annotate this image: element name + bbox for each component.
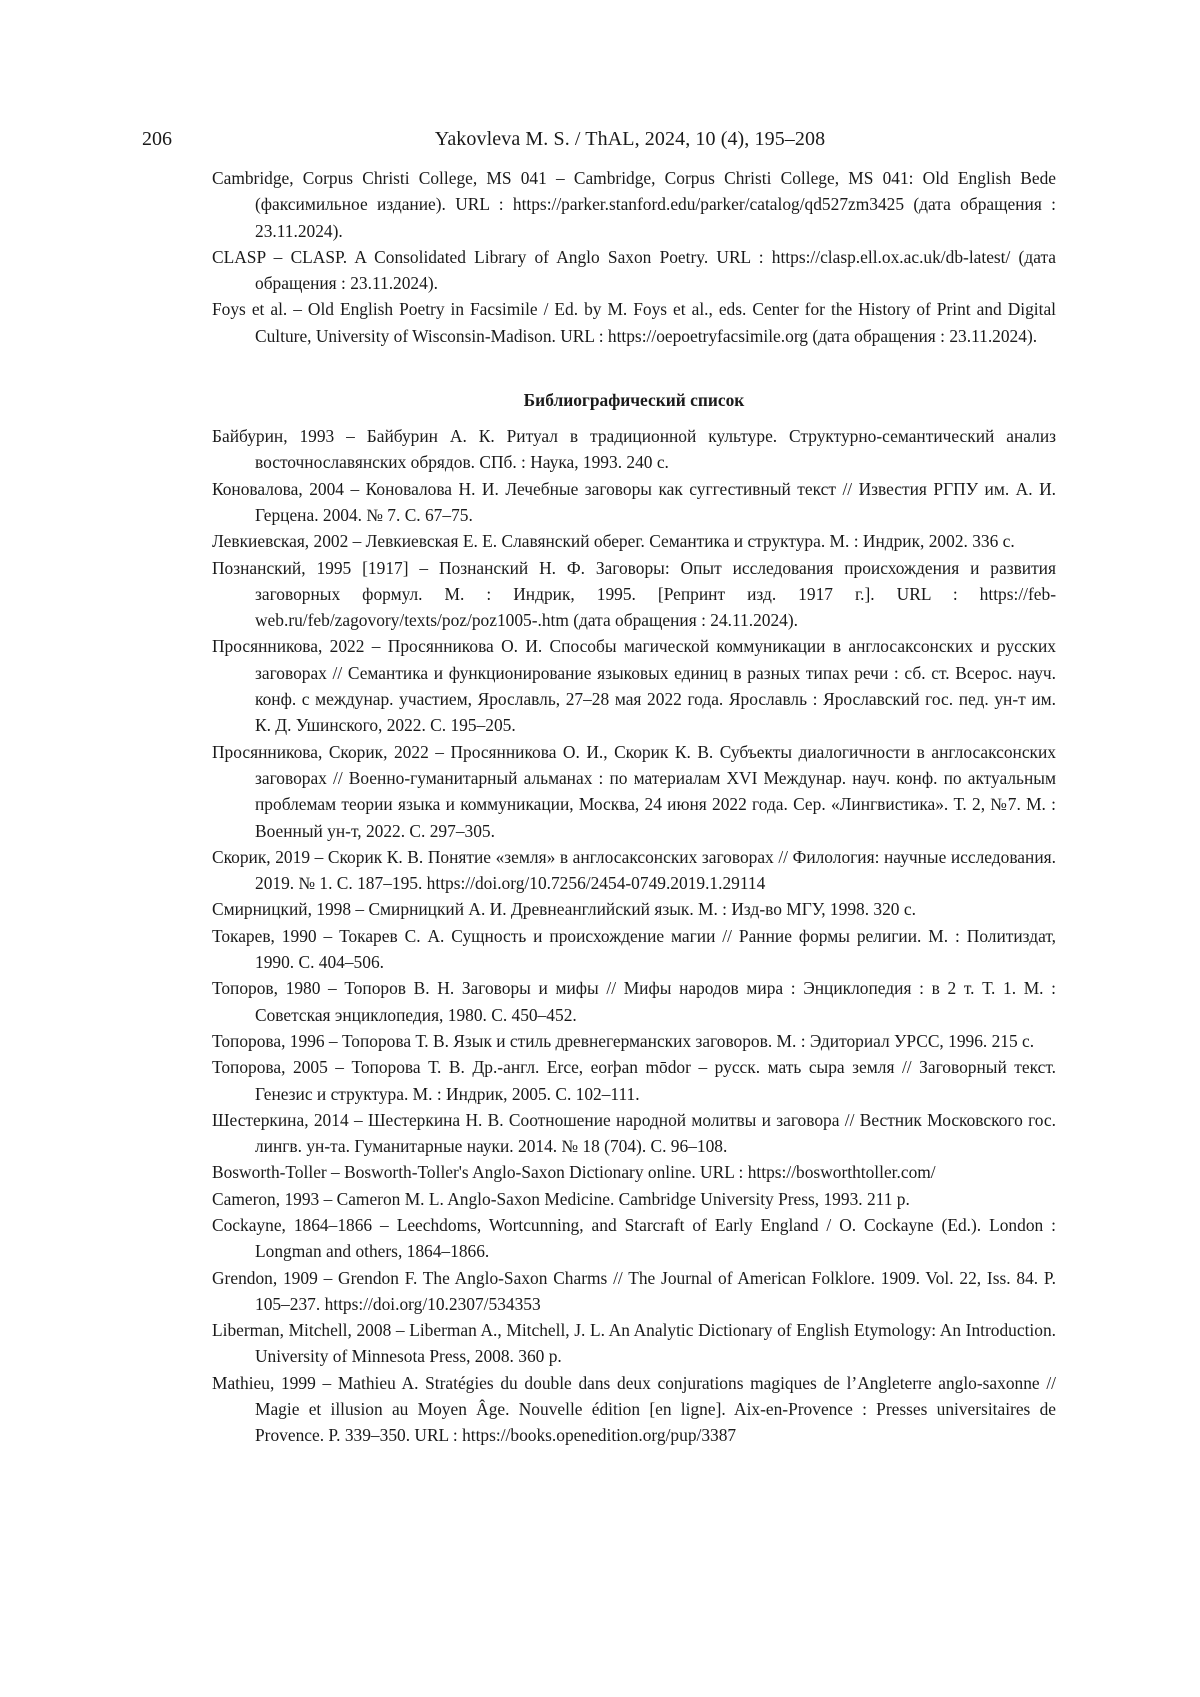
bibliography-list (212, 423, 1056, 1449)
bibliography-entry: Топоров, 1980 – Топоров В. Н. Заговоры и мифы // Мифы народов мира : Энциклопедия : в 2 т. Т. 1. М. : Советская энциклопедия, 1980. С. 450–452. (212, 978, 1056, 1025)
bibliography-entry: Mathieu, 1999 – Mathieu A. Stratégies du double dans deux conjurations magiques de l’Angleterre anglo-saxonne // Magie et illusion au Moyen Âge. Nouvelle édition [en ligne]. Aix-en-Provence : Presses universitaires de Provence. P. 339–350. URL : https://books.openedition.org/pup/3387 (212, 1372, 1056, 1446)
source-entry: CLASP – CLASP. A Consolidated Library of Anglo Saxon Poetry. URL : https://clasp.ell.ox.ac.uk/db-latest/ (дата обращения : 23.11.2024). (212, 246, 1056, 294)
sources-list (212, 165, 1056, 349)
bibliography-entry: Байбурин, 1993 – Байбурин А. К. Ритуал в традиционной культуре. Структурно-семантический анализ восточнославянских обрядов. СПб. : Наука, 1993. 240 с. (212, 426, 1056, 473)
bibliography-entry: Познанский, 1995 [1917] – Познанский Н. Ф. Заговоры: Опыт исследования происхождения и развития заговорных формул. М. : Индрик, 1995. [Репринт изд. 1917 г.]. URL : https://feb-web.ru/feb/zagovory/texts/poz/poz1005-.htm (дата обращения : 24.11.2024). (212, 557, 1056, 631)
bibliography-entry: Топорова, 2005 – Топорова Т. В. Др.-англ. Erce, eorþan mōdor – русск. мать сыра земля // Заговорный текст. Генезис и структура. М. : Индрик, 2005. С. 102–111. (212, 1057, 1056, 1104)
running-head: Yakovleva M. S. / ThAL, 2024, 10 (4), 195–208 (434, 128, 826, 150)
bibliography-entry: Cockayne, 1864–1866 – Leechdoms, Wortcunning, and Starcraft of Early England / O. Cockayne (Ed.). London : Longman and others, 1864–1866. (212, 1214, 1056, 1262)
bibliography-entry: Левкиевская, 2002 – Левкиевская Е. Е. Славянский оберег. Семантика и структура. М. : Индрик, 2002. 336 с. (212, 531, 1015, 552)
bibliography-entry: Скорик, 2019 – Скорик К. В. Понятие «земля» в англосаксонских заговорах // Филология: научные исследования. 2019. № 1. С. 187–195. https://doi.org/10.7256/2454-0749.2019.1.29114 (212, 846, 1056, 894)
bibliography-entry: Шестеркина, 2014 – Шестеркина Н. В. Соотношение народной молитвы и заговора // Вестник Московского гос. лингв. ун-та. Гуманитарные науки. 2014. № 18 (704). С. 96–108. (212, 1109, 1056, 1157)
bibliography-entry: Просянникова, 2022 – Просянникова О. И. Способы магической коммуникации в англосаксонских и русских заговорах // Семантика и функционирование языковых единиц в разных типах речи : сб. ст. Всерос. науч. конф. с междунар. участием, Ярославль, 27–28 мая 2022 года. Ярославль : Ярославский гос. пед. ун-т им. К. Д. Ушинского, 2022. С. 195–205. (212, 636, 1056, 736)
source-entry: Cambridge, Corpus Christi College, MS 041 – Cambridge, Corpus Christi College, MS 041: Old English Bede (факсимильное издание). URL : https://parker.stanford.edu/parker/catalog/qd527zm3425 (дата обращения : 23.11.2024). (212, 168, 1056, 241)
bibliography-entry: Токарев, 1990 – Токарев С. А. Сущность и происхождение магии // Ранние формы религии. М. : Политиздат, 1990. С. 404–506. (212, 925, 1056, 973)
bibliography-entry: Cameron, 1993 – Cameron M. L. Anglo-Saxon Medicine. Cambridge University Press, 1993. 211 p. (212, 1188, 910, 1209)
page-number: 206 (142, 128, 172, 150)
bibliography-entry: Топорова, 1996 – Топорова Т. В. Язык и стиль древнегерманских заговоров. М. : Эдиториал УРСС, 1996. 215 с. (212, 1030, 1035, 1051)
page-content (212, 165, 1056, 1449)
bibliography-entry: Смирницкий, 1998 – Смирницкий А. И. Древнеанглийский язык. М. : Изд-во МГУ, 1998. 320 с. (212, 899, 916, 920)
source-entry: Foys et al. – Old English Poetry in Facsimile / Ed. by M. Foys et al., eds. Center for the History of Print and Digital Culture, University of Wisconsin-Madison. URL : https://oepoetryfacsimile.org (дата обращения : 23.11.2024). (212, 299, 1056, 346)
bibliography-heading: Библиографический список (523, 390, 745, 411)
bibliography-entry: Liberman, Mitchell, 2008 – Liberman A., Mitchell, J. L. An Analytic Dictionary of English Etymology: An Introduction. University of Minnesota Press, 2008. 360 p. (212, 1320, 1056, 1367)
bibliography-entry: Bosworth-Toller – Bosworth-Toller's Anglo-Saxon Dictionary online. URL : https://bosworthtoller.com/ (212, 1162, 936, 1183)
bibliography-entry: Grendon, 1909 – Grendon F. The Anglo-Saxon Charms // The Journal of American Folklore. 1909. Vol. 22, Iss. 84. P. 105–237. https://doi.org/10.2307/534353 (212, 1267, 1056, 1314)
bibliography-entry: Просянникова, Скорик, 2022 – Просянникова О. И., Скорик К. В. Субъекты диалогичности в англосаксонских заговорах // Военно-гуманитарный альманах : по материалам XVI Междунар. науч. конф. по актуальным проблемам теории языка и коммуникации, Москва, 24 июня 2022 года. Сер. «Лингвистика». Т. 2, №7. М. : Военный ун-т, 2022. С. 297–305. (212, 741, 1056, 841)
bibliography-entry: Коновалова, 2004 – Коновалова Н. И. Лечебные заговоры как суггестивный текст // Известия РГПУ им. А. И. Герцена. 2004. № 7. С. 67–75. (212, 478, 1056, 525)
